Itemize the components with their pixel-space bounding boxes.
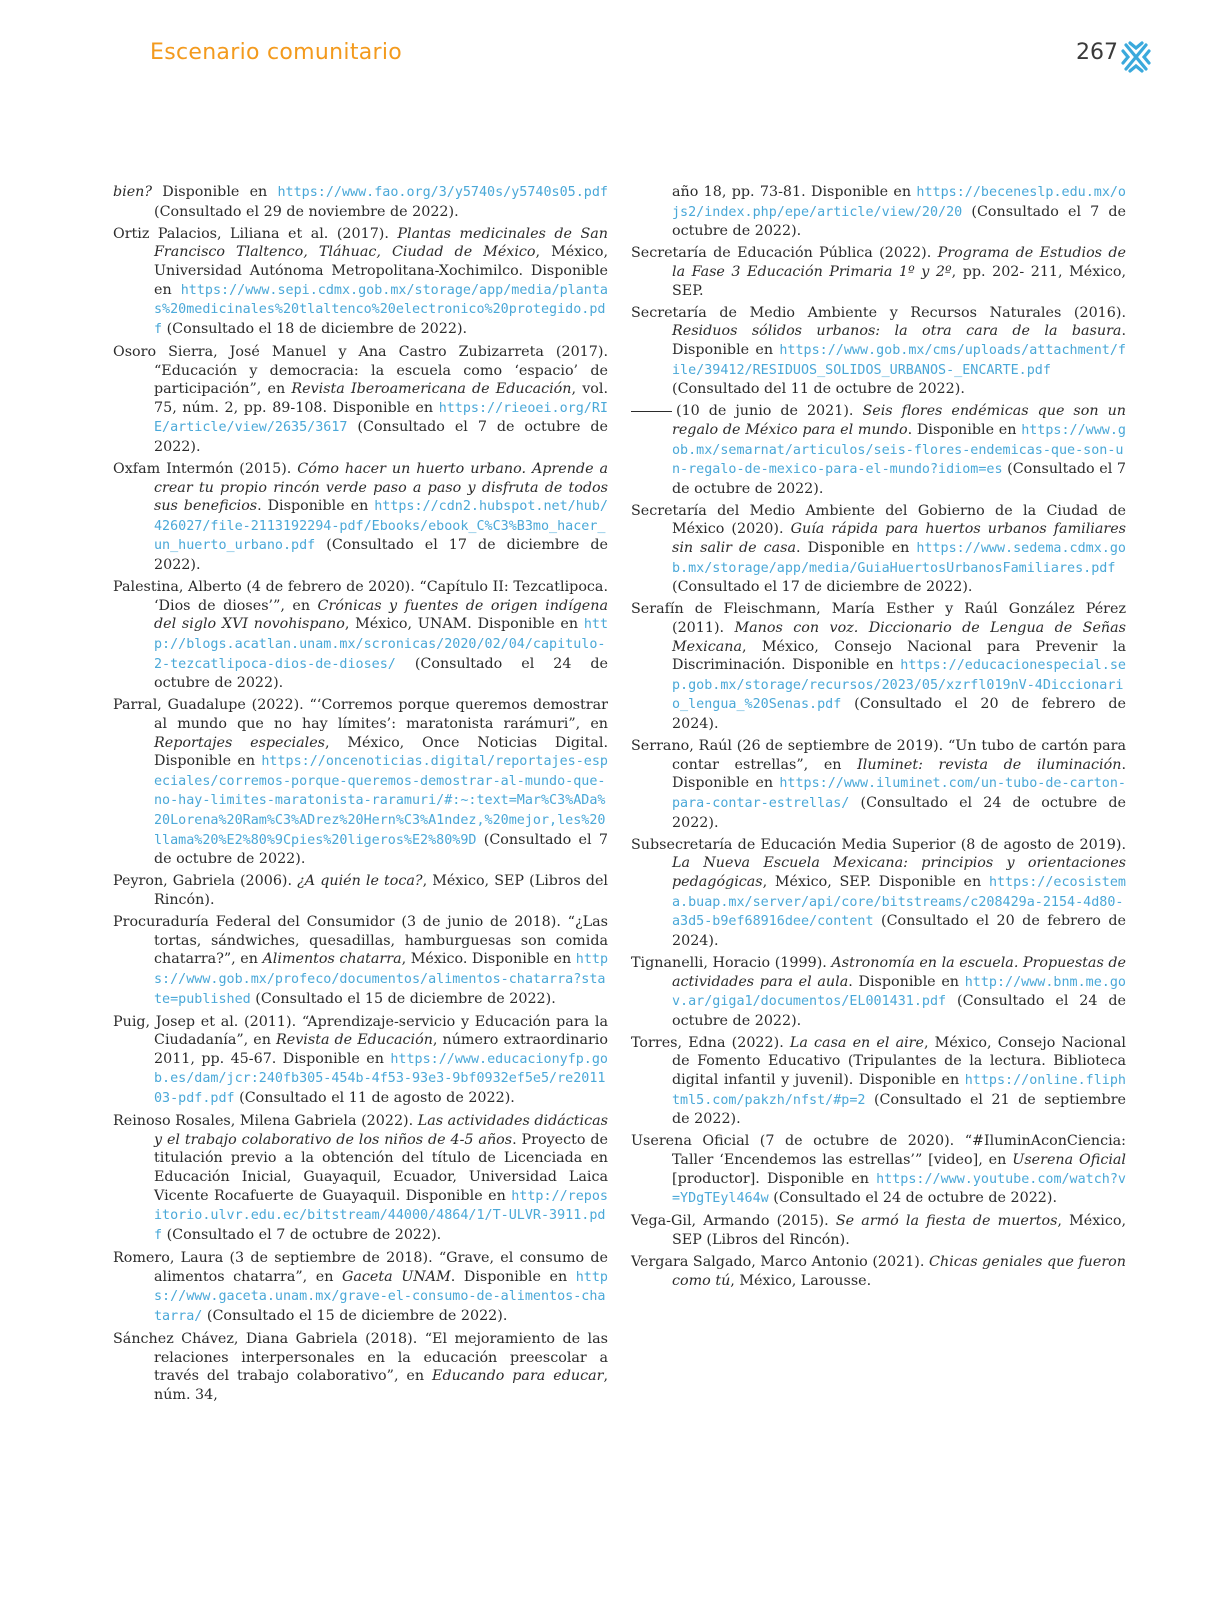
reference-text: (Consultado el 29 de noviembre de 2022).: [154, 203, 459, 220]
reference-entry: [631, 183, 1126, 241]
reference-text: año 18, pp. 73-81. Disponible en: [672, 184, 917, 200]
reference-text: , México, SEP (Libros del Rincón).: [672, 1213, 1127, 1248]
reference-text: (Consultado el 17 de diciembre de 2022).: [154, 537, 608, 574]
reference-text: . Disponible en: [257, 498, 375, 515]
reference-link[interactable]: http://blogs.acatlan.unam.mx/scronicas/2020/02/04/capitulo-2-tezcatlipoca-dios-de-dioses/: [154, 617, 609, 672]
reference-text: Osoro Sierra, José Manuel y Ana Castro Zubizarreta (2017). “Educación y democracia: la escuela como ‘espacio’ de participación”, en: [113, 343, 608, 398]
reference-text: Procuraduría Federal del Consumidor (3 de junio de 2018). “¿Las tortas, sándwiches, quesadillas, hamburguesas son comida chatarra?”, en: [113, 914, 608, 968]
reference-text: , México, Once Noticias Digital. Disponible en: [154, 734, 608, 770]
reference-link[interactable]: https://www.educacionyfp.gob.es/dam/jcr:240fb305-454b-4f53-93e3-9bf0932ef5e5/re201103-pdf.pdf: [154, 1051, 608, 1107]
reference-text: Torres, Edna (2022).: [631, 1034, 790, 1051]
reference-entry: [631, 1132, 1126, 1208]
reference-entry: [113, 872, 608, 909]
reference-text: . Proyecto de titulación previo a la obtención del título de Licenciada en Educación Inicial, Guayaquil, Ecuador, Universidad Laica Vicente Rocafuerte de Guayaquil. Disponible en: [154, 1131, 608, 1204]
reference-text: Vergara Salgado, Marco Antonio (2021).: [631, 1254, 929, 1271]
reference-text: . Disponible en: [796, 540, 917, 557]
reference-entry: [631, 1212, 1126, 1249]
reference-title: Crónicas y fuentes de origen indígena del siglo XVI novohispano: [154, 597, 608, 633]
reference-title: Programa de Estudios de la Fase 3 Educación Primaria 1º y 2º: [672, 245, 1126, 280]
reference-text: , México, Larousse.: [730, 1272, 872, 1289]
reference-title: Se armó la fiesta de muertos: [835, 1213, 1058, 1230]
same-author-dash: [631, 411, 672, 412]
reference-title: Seis flores endémicas que son un regalo de México para el mundo: [672, 403, 1126, 438]
reference-link[interactable]: https://cdn2.hubspot.net/hub/426027/file-2113192294-pdf/Ebooks/ebook_C%C3%B3mo_hacer_un_huerto_urbano.pdf: [154, 499, 608, 554]
reference-entry: [113, 1112, 608, 1245]
reference-title: La Nueva Escuela Mexicana: principios y orientaciones pedagógicas: [672, 855, 1126, 890]
reference-text: Tignanelli, Horacio (1999).: [631, 954, 832, 971]
reference-title: Manos con voz. Diccionario de Lengua de Señas Mexicana: [672, 620, 1126, 655]
reference-link[interactable]: https://www.youtube.com/watch?v=YDgTEyl464w: [672, 1171, 1126, 1207]
reference-entry: [113, 1013, 608, 1109]
reference-title: bien?: [113, 184, 153, 200]
reference-title: Educando para educar: [432, 1368, 604, 1385]
section-title: Escenario comunitario: [150, 40, 403, 65]
reference-link[interactable]: https://www.sepi.cdmx.gob.mx/storage/app/media/plantas%20medicinales%20tlaltenco%20electronico%20protegido.pdf: [154, 282, 608, 337]
reference-title: ¿A quién le toca?: [297, 873, 423, 890]
reference-title: Userena Oficial: [1012, 1152, 1126, 1169]
reference-link[interactable]: https://www.iluminet.com/un-tubo-de-carton-para-contar-estrellas/: [672, 776, 1126, 811]
reference-text: (Consultado el 18 de diciembre de 2022).: [162, 320, 468, 337]
reference-text: (Consultado el 24 de octubre de 2022).: [154, 655, 608, 692]
reference-text: Secretaría de Educación Pública (2022).: [631, 245, 938, 262]
reference-link[interactable]: https://www.gob.mx/profeco/documentos/alimentos-chatarra?state=published: [154, 952, 609, 1007]
reference-entry: [631, 954, 1126, 1030]
reference-text: (Consultado el 24 de octubre de 2022).: [672, 794, 1126, 831]
reference-entry: [631, 836, 1126, 951]
bibliography-column-left: [113, 183, 608, 1408]
reference-text: (Consultado el 21 de septiembre de 2022).: [672, 1091, 1126, 1128]
reference-title: La casa en el aire: [789, 1034, 924, 1051]
reference-link[interactable]: http://www.bnm.me.gov.ar/giga1/documentos/EL001431.pdf: [672, 974, 1126, 1010]
reference-entry: [631, 1034, 1126, 1129]
reference-text: Userena Oficial (7 de octubre de 2020). “#IluminAconCiencia: Taller ‘Encendemos las estrellas’” [video], en: [631, 1133, 1126, 1169]
reference-link[interactable]: https://www.sedema.cdmx.gob.mx/storage/app/media/GuiaHuertosUrbanosFamiliares.pdf: [672, 541, 1126, 576]
snowflake-x-logo-icon: [1121, 40, 1151, 74]
reference-text: . Disponible en: [672, 323, 1126, 358]
reference-text: Serafín de Fleischmann, María Esther y Raúl González Pérez (2011).: [631, 601, 1126, 637]
reference-entry: [113, 913, 608, 1009]
reference-title: Alimentos chatarra: [262, 951, 402, 968]
reference-text: . Disponible en: [848, 973, 965, 990]
reference-title: Guía rápida para huertos urbanos familiares sin salir de casa: [672, 521, 1126, 557]
reference-title: Reportajes especiales: [154, 734, 325, 751]
reference-entry: [113, 343, 608, 457]
reference-text: Peyron, Gabriela (2006).: [113, 873, 298, 890]
reference-text: , núm. 34,: [154, 1368, 608, 1403]
reference-entry: [631, 1253, 1126, 1290]
reference-text: , México, Consejo Nacional para Prevenir la Discriminación. Disponible en: [672, 638, 1126, 674]
reference-entry: [113, 696, 608, 868]
reference-entry: [631, 402, 1126, 498]
reference-text: Disponible en: [152, 184, 278, 200]
reference-title: Residuos sólidos urbanos: la otra cara de la basura: [672, 323, 1122, 340]
reference-text: , México, Consejo Nacional de Fomento Educativo (Tripulantes de la lectura. Biblioteca digital infantil y juvenil). Disponible en: [672, 1034, 1126, 1089]
reference-entry: [631, 737, 1126, 832]
reference-text: (Consultado el 20 de febrero de 2024).: [672, 913, 1126, 949]
reference-text: (Consultado el 15 de diciembre de 2022).: [202, 1307, 508, 1324]
reference-text: (Consultado el 17 de diciembre de 2022).: [672, 579, 973, 596]
reference-text: (Consultado el 11 de agosto de 2022).: [234, 1090, 515, 1107]
reference-entry: [113, 225, 608, 340]
reference-entry: [631, 502, 1126, 597]
reference-text: , México, Universidad Autónoma Metropolitana-Xochimilco. Disponible en: [154, 244, 609, 298]
reference-entry: [113, 578, 608, 693]
reference-text: (Consultado el 7 de octubre de 2022).: [672, 461, 1126, 497]
reference-link[interactable]: https://oncenoticias.digital/reportajes-especiales/corremos-porque-queremos-demostrar-al-mundo-que-no-hay-limites-maratonista-raramuri/#:~:text=Mar%C3%ADa%20Lorena%20Ram%C3%ADrez%20Hern%C3%A1ndez,%20mejor,les%20llama%20%E2%80%9Cpies%20ligeros%E2%80%9D: [154, 754, 608, 848]
reference-title: Plantas medicinales de San Francisco Tlaltenco, Tláhuac, Ciudad de México: [154, 225, 608, 261]
page-number: 267: [1076, 40, 1118, 65]
reference-text: (Consultado el 7 de octubre de 2022).: [672, 203, 1126, 240]
reference-text: (Consultado el 20 de febrero de 2024).: [672, 696, 1126, 732]
reference-link[interactable]: https://www.fao.org/3/y5740s/y5740s05.pdf: [277, 185, 608, 200]
reference-link[interactable]: https://rieoei.org/RIE/article/view/2635/3617: [154, 400, 608, 436]
reference-text: (Consultado el 15 de diciembre de 2022).: [250, 990, 556, 1007]
reference-title: Las actividades didácticas y el trabajo colaborativo de los niños de 4-5 años: [154, 1113, 608, 1148]
reference-title: Chicas geniales que fueron como tú: [672, 1254, 1126, 1289]
page-header: [0, 0, 1214, 110]
reference-text: . Disponible en: [672, 756, 1126, 792]
reference-text: Vega-Gil, Armando (2015).: [631, 1213, 836, 1230]
reference-text: Ortiz Palacios, Liliana et al. (2017).: [113, 225, 398, 242]
reference-title: Revista Iberoamericana de Educación: [291, 381, 572, 398]
reference-text: . Disponible en: [450, 1268, 576, 1285]
reference-link[interactable]: https://online.fliphtml5.com/pakzh/nfst/#p=2: [672, 1073, 1126, 1108]
reference-text: , vol. 75, núm. 2, pp. 89-108. Disponible en: [154, 381, 608, 416]
reference-text: , México, SEP (Libros del Rincón).: [154, 873, 608, 908]
reference-text: Sánchez Chávez, Diana Gabriela (2018). “El mejoramiento de las relaciones interpersonales en la educación preescolar a través del trabajo colaborativo”, en: [113, 1330, 608, 1385]
reference-text: Palestina, Alberto (4 de febrero de 2020). “Capítulo II: Tezcatlipoca. ‘Dios de dioses’”, en: [113, 579, 608, 614]
reference-text: Oxfam Intermón (2015).: [113, 461, 298, 478]
reference-text: , México, SEP. Disponible en: [762, 873, 989, 890]
reference-entry: [113, 1249, 608, 1326]
reference-text: (Consultado del 11 de octubre de 2022).: [672, 381, 965, 398]
reference-link[interactable]: https://www.gob.mx/semarnat/articulos/seis-flores-endemicas-que-son-un-regalo-de-mexico-para-el-mundo?idiom=es: [672, 422, 1126, 478]
reference-text: Serrano, Raúl (26 de septiembre de 2019). “Un tubo de cartón para contar estrellas”, en: [631, 738, 1126, 773]
reference-text: (10 de junio de 2021).: [676, 403, 863, 420]
bibliography-column-right: [631, 183, 1126, 1294]
reference-text: (Consultado el 24 de octubre de 2022).: [768, 1190, 1058, 1207]
reference-text: , pp. 202- 211, México, SEP.: [672, 263, 1126, 299]
reference-link[interactable]: https://www.gob.mx/cms/uploads/attachment/file/39412/RESIDUOS_SOLIDOS_URBANOS-_ENCARTE.pdf: [672, 342, 1126, 378]
reference-link[interactable]: http://repositorio.ulvr.edu.ec/bitstream/44000/4864/1/T-ULVR-3911.pdf: [154, 1188, 608, 1243]
reference-entry: [113, 183, 608, 221]
reference-title: Astronomía en la escuela. Propuestas de actividades para el aula: [672, 954, 1126, 990]
reference-text: (Consultado el 7 de octubre de 2022).: [154, 831, 608, 868]
reference-title: Gaceta UNAM: [341, 1268, 451, 1285]
reference-text: Subsecretaría de Educación Media Superior (8 de agosto de 2019).: [631, 836, 1126, 853]
reference-text: . Disponible en: [907, 421, 1022, 438]
reference-link[interactable]: https://ecosistema.buap.mx/server/api/core/bitstreams/c208429a-2154-4d80-a3d5-b9ef68916dee/content: [672, 874, 1126, 930]
reference-link[interactable]: https://beceneslp.edu.mx/ojs2/index.php/epe/article/view/20/20: [672, 185, 1126, 220]
reference-title: Revista de Educación: [276, 1032, 433, 1049]
reference-entry: [631, 600, 1126, 733]
reference-entry: [113, 460, 608, 575]
reference-text: (Consultado el 7 de octubre de 2022).: [154, 419, 608, 455]
reference-text: Parral, Guadalupe (2022). “‘Corremos porque queremos demostrar al mundo que no hay límites’: maratonista rarámuri”, en: [113, 697, 608, 732]
reference-text: Puig, Josep et al. (2011). “Aprendizaje-servicio y Educación para la Ciudadanía”, en: [113, 1013, 608, 1049]
reference-text: Secretaría de Medio Ambiente y Recursos Naturales (2016).: [631, 304, 1126, 321]
reference-link[interactable]: https://www.gaceta.unam.mx/grave-el-consumo-de-alimentos-chatarra/: [154, 1269, 608, 1324]
reference-text: , México, UNAM. Disponible en: [344, 616, 584, 633]
reference-text: Reinoso Rosales, Milena Gabriela (2022).: [113, 1113, 418, 1130]
reference-link[interactable]: https://educacionespecial.sep.gob.mx/storage/recursos/2023/05/xzrfl019nV-4Diccionario_lengua_%20Senas.pdf: [672, 658, 1126, 713]
reference-text: (Consultado el 24 de octubre de 2022).: [672, 993, 1126, 1029]
reference-text: , número extraordinario 2011, pp. 45-67. Disponible en: [154, 1032, 608, 1067]
reference-text: [productor]. Disponible en: [672, 1170, 877, 1187]
reference-title: Cómo hacer un huerto urbano. Aprende a crear tu propio rincón verde paso a paso y disfruta de todos sus beneficios: [154, 461, 608, 515]
reference-text: Romero, Laura (3 de septiembre de 2018). “Grave, el consumo de alimentos chatarra”, en: [113, 1250, 608, 1285]
reference-entry: [631, 304, 1126, 399]
reference-title: Iluminet: revista de iluminación: [857, 756, 1122, 773]
reference-entry: [631, 244, 1126, 300]
reference-text: (Consultado el 7 de octubre de 2022).: [162, 1226, 442, 1243]
reference-text: Secretaría del Medio Ambiente del Gobierno de la Ciudad de México (2020).: [631, 502, 1126, 538]
reference-text: , México. Disponible en: [401, 951, 576, 968]
reference-entry: [113, 1330, 608, 1404]
